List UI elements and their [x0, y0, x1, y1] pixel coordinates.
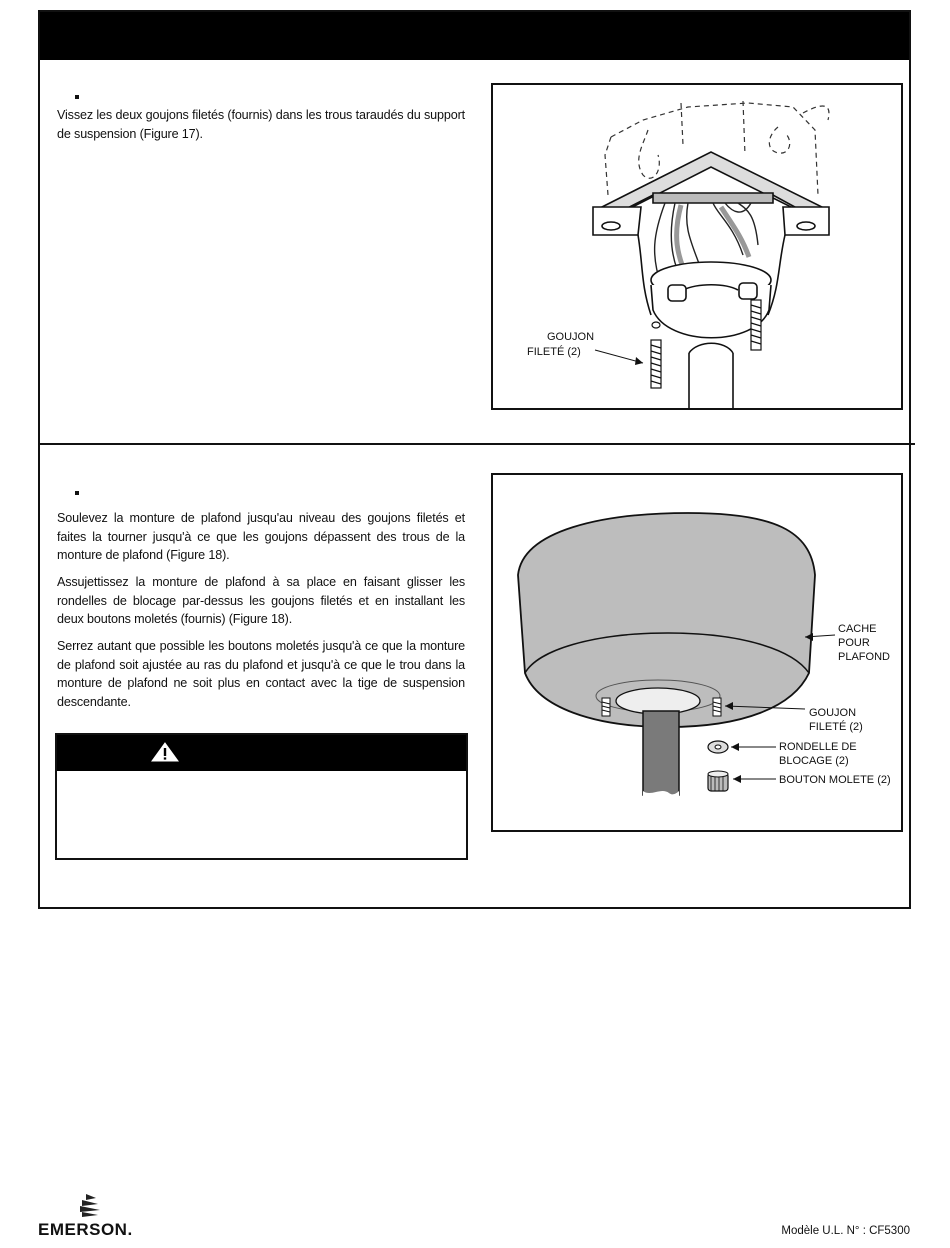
- downrod-fig18: [643, 711, 679, 797]
- fig18-arrow-bouton: [733, 775, 741, 783]
- fig17-label-goujon-2: FILETÉ (2): [527, 346, 581, 358]
- fig18-label-cache-2: POUR: [838, 637, 870, 649]
- warning-box: [55, 733, 468, 860]
- section2-paragraph-1: Soulevez la monture de plafond jusqu'au niveau des goujons filetés et faites la tourner jusqu'à ce que les goujons dépassent des trous de la monture de plafond (Figure 18).: [57, 511, 465, 562]
- section2-bullet: [75, 491, 79, 495]
- section2-paragraph-3: Serrez autant que possible les boutons moletés jusqu'à ce que la monture de plafond soit ajustée au ras du plafond et jusqu'à ce que le trou dans la monture de plafond ne soit plus en contact avec la tige de suspension descendante.: [57, 639, 465, 709]
- section1-bullet: [75, 95, 79, 99]
- figure-18: [491, 473, 903, 832]
- warning-header: [57, 735, 466, 771]
- figure-17-drawing: [493, 85, 901, 408]
- fig18-label-cache-3: PLAFOND: [838, 651, 890, 663]
- fig18-arrow-rondelle: [731, 743, 739, 751]
- downrod: [689, 343, 733, 408]
- fig18-label-goujon-1: GOUJON: [809, 707, 857, 719]
- fig17-label-goujon-1: GOUJON: [547, 331, 595, 343]
- knurled-knob: [708, 771, 728, 791]
- fig18-label-goujon-2: FILETÉ (2): [809, 721, 863, 733]
- fig18-label-rondelle-1: RONDELLE DE: [779, 741, 857, 753]
- section1-text: Vissez les deux goujons filetés (fournis) dans les trous taraudés du support de suspension (Figure 17).: [57, 108, 465, 141]
- outlet-box-dashed: [605, 101, 829, 195]
- figure-18-drawing: [493, 475, 901, 830]
- emerson-brand: EMERSON.: [38, 1220, 133, 1239]
- model-number: Modèle U.L. N° : CF5300: [781, 1225, 910, 1237]
- fig18-label-rondelle-2: BLOCAGE (2): [779, 755, 849, 767]
- lock-washer: [708, 741, 728, 753]
- threaded-stud-right: [751, 300, 761, 350]
- warning-triangle-icon: [151, 742, 179, 762]
- fig17-arrow: [635, 357, 643, 365]
- section2-paragraph-2: Assujettissez la monture de plafond à sa place en faisant glisser les rondelles de blocage par-dessus les goujons filetés et en installant les deux boutons moletés (fournis) (Figure 18).: [57, 575, 465, 626]
- page-frame: [38, 10, 911, 909]
- section-divider: [40, 443, 915, 445]
- fig18-label-cache-1: CACHE: [838, 623, 877, 635]
- fig18-label-bouton: BOUTON MOLETE (2): [779, 774, 891, 786]
- ceiling-canopy: [518, 513, 815, 727]
- header-bar: [40, 12, 909, 60]
- figure-17: [491, 83, 903, 410]
- threaded-stud-left: [651, 322, 661, 388]
